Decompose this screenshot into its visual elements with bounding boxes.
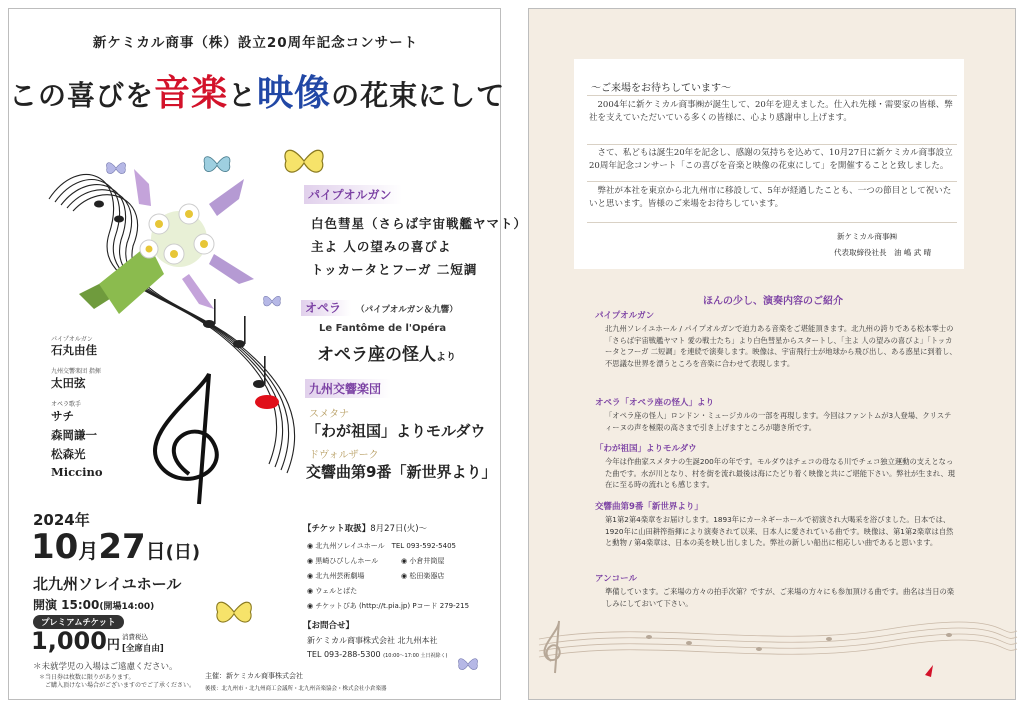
- opera-heading-note: （パイプオルガン＆九響）: [356, 305, 458, 315]
- performer-name: 石丸由佳: [51, 343, 97, 357]
- orchestra-heading: 九州交響楽団: [305, 379, 391, 398]
- ticket-note: ＊当日券は枚数に限りがあります。: [39, 674, 135, 681]
- rule: [587, 95, 957, 96]
- event-month: 10: [31, 527, 79, 567]
- contact-heading: 【お問合せ】: [303, 621, 355, 631]
- butterfly-icon: [214, 595, 254, 629]
- composer-smetana: スメタナ: [309, 409, 349, 420]
- program-section-title: 「わが祖国」よりモルダウ: [595, 444, 697, 454]
- performer-name: サチ: [51, 409, 74, 423]
- organ-item: 主よ 人の望みの喜びよ: [311, 239, 452, 254]
- butterfly-icon: [202, 151, 232, 177]
- support: 後援：北九州市・北九州商工会議所・北九州音楽協会・株式会社小倉楽器: [205, 686, 387, 692]
- sales-outlet: ◉ 北九州芸術劇場: [307, 572, 365, 580]
- opera-heading-row: [301, 297, 458, 316]
- signature-name: 代表取締役社長 油 嶋 武 晴: [834, 248, 932, 257]
- ticket-label: プレミアムチケット: [33, 615, 124, 629]
- title-part-b: と: [228, 79, 258, 112]
- program-section-title: パイプオルガン: [595, 311, 655, 321]
- concert-subtitle: 新ケミカル商事（株）設立20周年記念コンサート: [92, 35, 419, 51]
- greeting-heading: ～ご来場をお待ちしています～: [591, 83, 731, 94]
- butterfly-icon: [457, 655, 479, 673]
- sales-tel: TEL 093-592-5405: [391, 542, 456, 550]
- ticket-price-row: [31, 627, 120, 655]
- ticket-note: ＊未就学児の入場はご遠慮ください。: [33, 662, 178, 672]
- sales-heading: 【チケット取扱】: [303, 524, 371, 534]
- program-section-text: 準備しています。ご来場の方々の拍手次第？ですが、ご来場の方々にも参加頂ける曲です。曲名は当日の楽しみにしておいて下さい。: [605, 587, 955, 608]
- contact-hours: (10:00～17:00 土日祝除く): [383, 653, 448, 659]
- butterfly-icon: [105, 159, 127, 177]
- greeting-paragraph: 弊社が本社を東京から北九州市に移設して、5年が経過したことも、一つの節目として祝いたいと思います。皆様のご来場をお待ちしています。: [589, 186, 952, 209]
- ticket-price: 1,000: [31, 627, 107, 655]
- organ-heading: パイプオルガン: [304, 185, 402, 204]
- butterfly-icon: [282, 142, 326, 180]
- performer-role: パイプオルガン: [51, 336, 93, 343]
- concert-title: [9, 65, 506, 116]
- performer-name: 森岡謙一: [51, 428, 97, 442]
- sales-start: 8月27日(火)～: [370, 524, 428, 534]
- sales-outlet: ◉ 黒崎ひびしんホール: [307, 557, 379, 565]
- program-section-title: 交響曲第9番「新世界より」: [595, 502, 703, 512]
- title-part-c: の花束にして: [331, 79, 506, 112]
- opera-french-title: Le Fantôme de l'Opéra: [319, 323, 447, 334]
- performer-role: オペラ歌手: [51, 401, 82, 408]
- title-part-a: この喜びを: [9, 79, 155, 112]
- contact-tel: TEL 093-288-5300: [307, 650, 381, 659]
- performer-name: 松森光: [51, 447, 86, 461]
- ticket-yen: 円: [106, 638, 120, 653]
- flyer-back: [528, 8, 1016, 700]
- opera-suffix: より: [436, 352, 456, 363]
- red-note-decoration: [255, 395, 279, 409]
- sales-heading-row: [303, 522, 427, 534]
- organ-item: トッカータとフーガ 二短調: [311, 262, 478, 277]
- flyer-front: [8, 8, 528, 700]
- butterfly-icon: [925, 665, 933, 677]
- opera-title: オペラ座の怪人: [317, 345, 436, 365]
- title-music: 音楽: [154, 72, 229, 114]
- sales-outlet: ◉ チケットぴあ (http://t.pia.jp) Pコード 279-215: [307, 602, 470, 610]
- event-month-unit: 月: [78, 539, 99, 563]
- sponsor: 主催：新ケミカル商事株式会社: [205, 672, 303, 680]
- event-date: [31, 527, 200, 567]
- sales-outlet: ◉ 小倉井筒屋: [401, 557, 445, 565]
- rule: [587, 181, 957, 182]
- performer-name: 太田弦: [51, 376, 86, 390]
- greeting-paragraph: さて、私どもは誕生20年を記念し、感謝の気持ちを込めて、10月27日に新ケミカル商事設立20周年記念コンサート「この喜びを音楽と映像の花束にして」を開催することと致しました。: [589, 148, 953, 171]
- ticket-seat: [全席自由]: [122, 644, 164, 654]
- program-section-title: オペラ「オペラ座の怪人」より: [595, 398, 715, 408]
- program-heading: ほんの少し、演奏内容のご紹介: [703, 296, 843, 307]
- event-open: 開演 15:00: [33, 598, 100, 612]
- program-section-text: 北九州ソレイユホール / パイプオルガンで迫力ある音楽をご堪能頂きます。北九州の誇りである松本零士の「さらば宇宙戦艦ヤマト 愛の戦士たち」より白色彗星からスタートし、「主よ 人の望みの喜びよ」「トッカータとフーガ 二短調」を連続で演奏します。映像は、宇宙飛行士が地球から飛び出し、ある惑星に到着し、不思議な世界を漂うところを音楽に合わせて表現します。: [605, 324, 957, 369]
- butterfly-icon: [262, 293, 282, 309]
- organ-item: 白色彗星（さらば宇宙戦艦ヤマト）: [311, 216, 528, 231]
- greeting-paragraph: 2004年に新ケミカル商事㈱が誕生して、20年を迎えました。仕入れ先様・需要家の皆様、弊社を支えていただいている多くの皆様に、心より感謝申し上げます。: [589, 100, 953, 123]
- treble-clef-icon: [544, 621, 559, 673]
- event-day: 27: [98, 527, 146, 567]
- event-doors: (開場14:00): [99, 602, 155, 612]
- contact-company: 新ケミカル商事株式会社 北九州本社: [307, 636, 438, 645]
- piece-new-world: 交響曲第9番「新世界より」: [306, 463, 497, 481]
- sales-outlet: ◉ 松田楽器店: [401, 572, 445, 580]
- event-venue: 北九州ソレイユホール: [33, 575, 182, 593]
- bouquet-flowers: [79, 169, 254, 314]
- performer-name: Miccino: [51, 465, 103, 479]
- event-time: [33, 596, 154, 613]
- event-year: 2024年: [33, 511, 90, 529]
- treble-clef-icon: [155, 374, 217, 504]
- opera-heading: オペラ: [301, 300, 351, 316]
- performer-role: 九州交響楽団 指揮: [51, 368, 101, 375]
- program-section-text: 第1第2第4楽章をお届けします。1893年にカーネギーホールで初演され大喝采を浴びました。日本では、1920年に山田耕筰指揮により演奏されて以来、日本人に愛されている曲です。映像は、第1第2楽章は自然と動物 / 第4楽章は、日本の美を映し出しました。弊社の新しい船出に相応しい曲であると思います。: [605, 515, 954, 548]
- piece-moldau: 「わが祖国」よりモルダウ: [306, 422, 486, 440]
- title-video: 映像: [257, 72, 332, 114]
- rule: [587, 222, 957, 223]
- program-section-text: 「オペラ座の怪人」ロンドン・ミュージカルの一部を再現します。今回はファントムが3人登場、クリスティーヌの声を極限の高さまで引き上げますところが聴き所です。: [605, 411, 952, 432]
- sales-outlet: ◉ 北九州ソレイユホール TEL 093-592-5405: [307, 542, 456, 550]
- ticket-note: ご購入頂けない場合がございますのでご了承ください。: [45, 682, 196, 689]
- opera-title-row: [317, 340, 456, 365]
- contact-tel-row: [307, 650, 447, 659]
- program-section-text: 今年は作曲家スメタナの生誕200年の年です。モルダウはチェコの母なる川でチェコ独立運動の支えとなった曲です。水が川となり、村を街を流れ最後は海にたどり着く映像と共にご堪能下さい。弊社が生まれ、現在に至る時の流れとも感じます。: [605, 457, 956, 490]
- signature-company: 新ケミカル商事㈱: [837, 232, 897, 241]
- composer-dvorak: ドヴォルザーク: [309, 450, 379, 461]
- sales-outlet: ◉ ウェルとばた: [307, 587, 358, 595]
- ticket-tax: 消費税込: [122, 633, 148, 641]
- event-day-unit: 日: [145, 539, 166, 563]
- rule: [587, 144, 957, 145]
- event-weekday: (日): [165, 542, 201, 563]
- music-staff-decoration: [529, 609, 1017, 701]
- program-section-title: アンコール: [595, 574, 637, 584]
